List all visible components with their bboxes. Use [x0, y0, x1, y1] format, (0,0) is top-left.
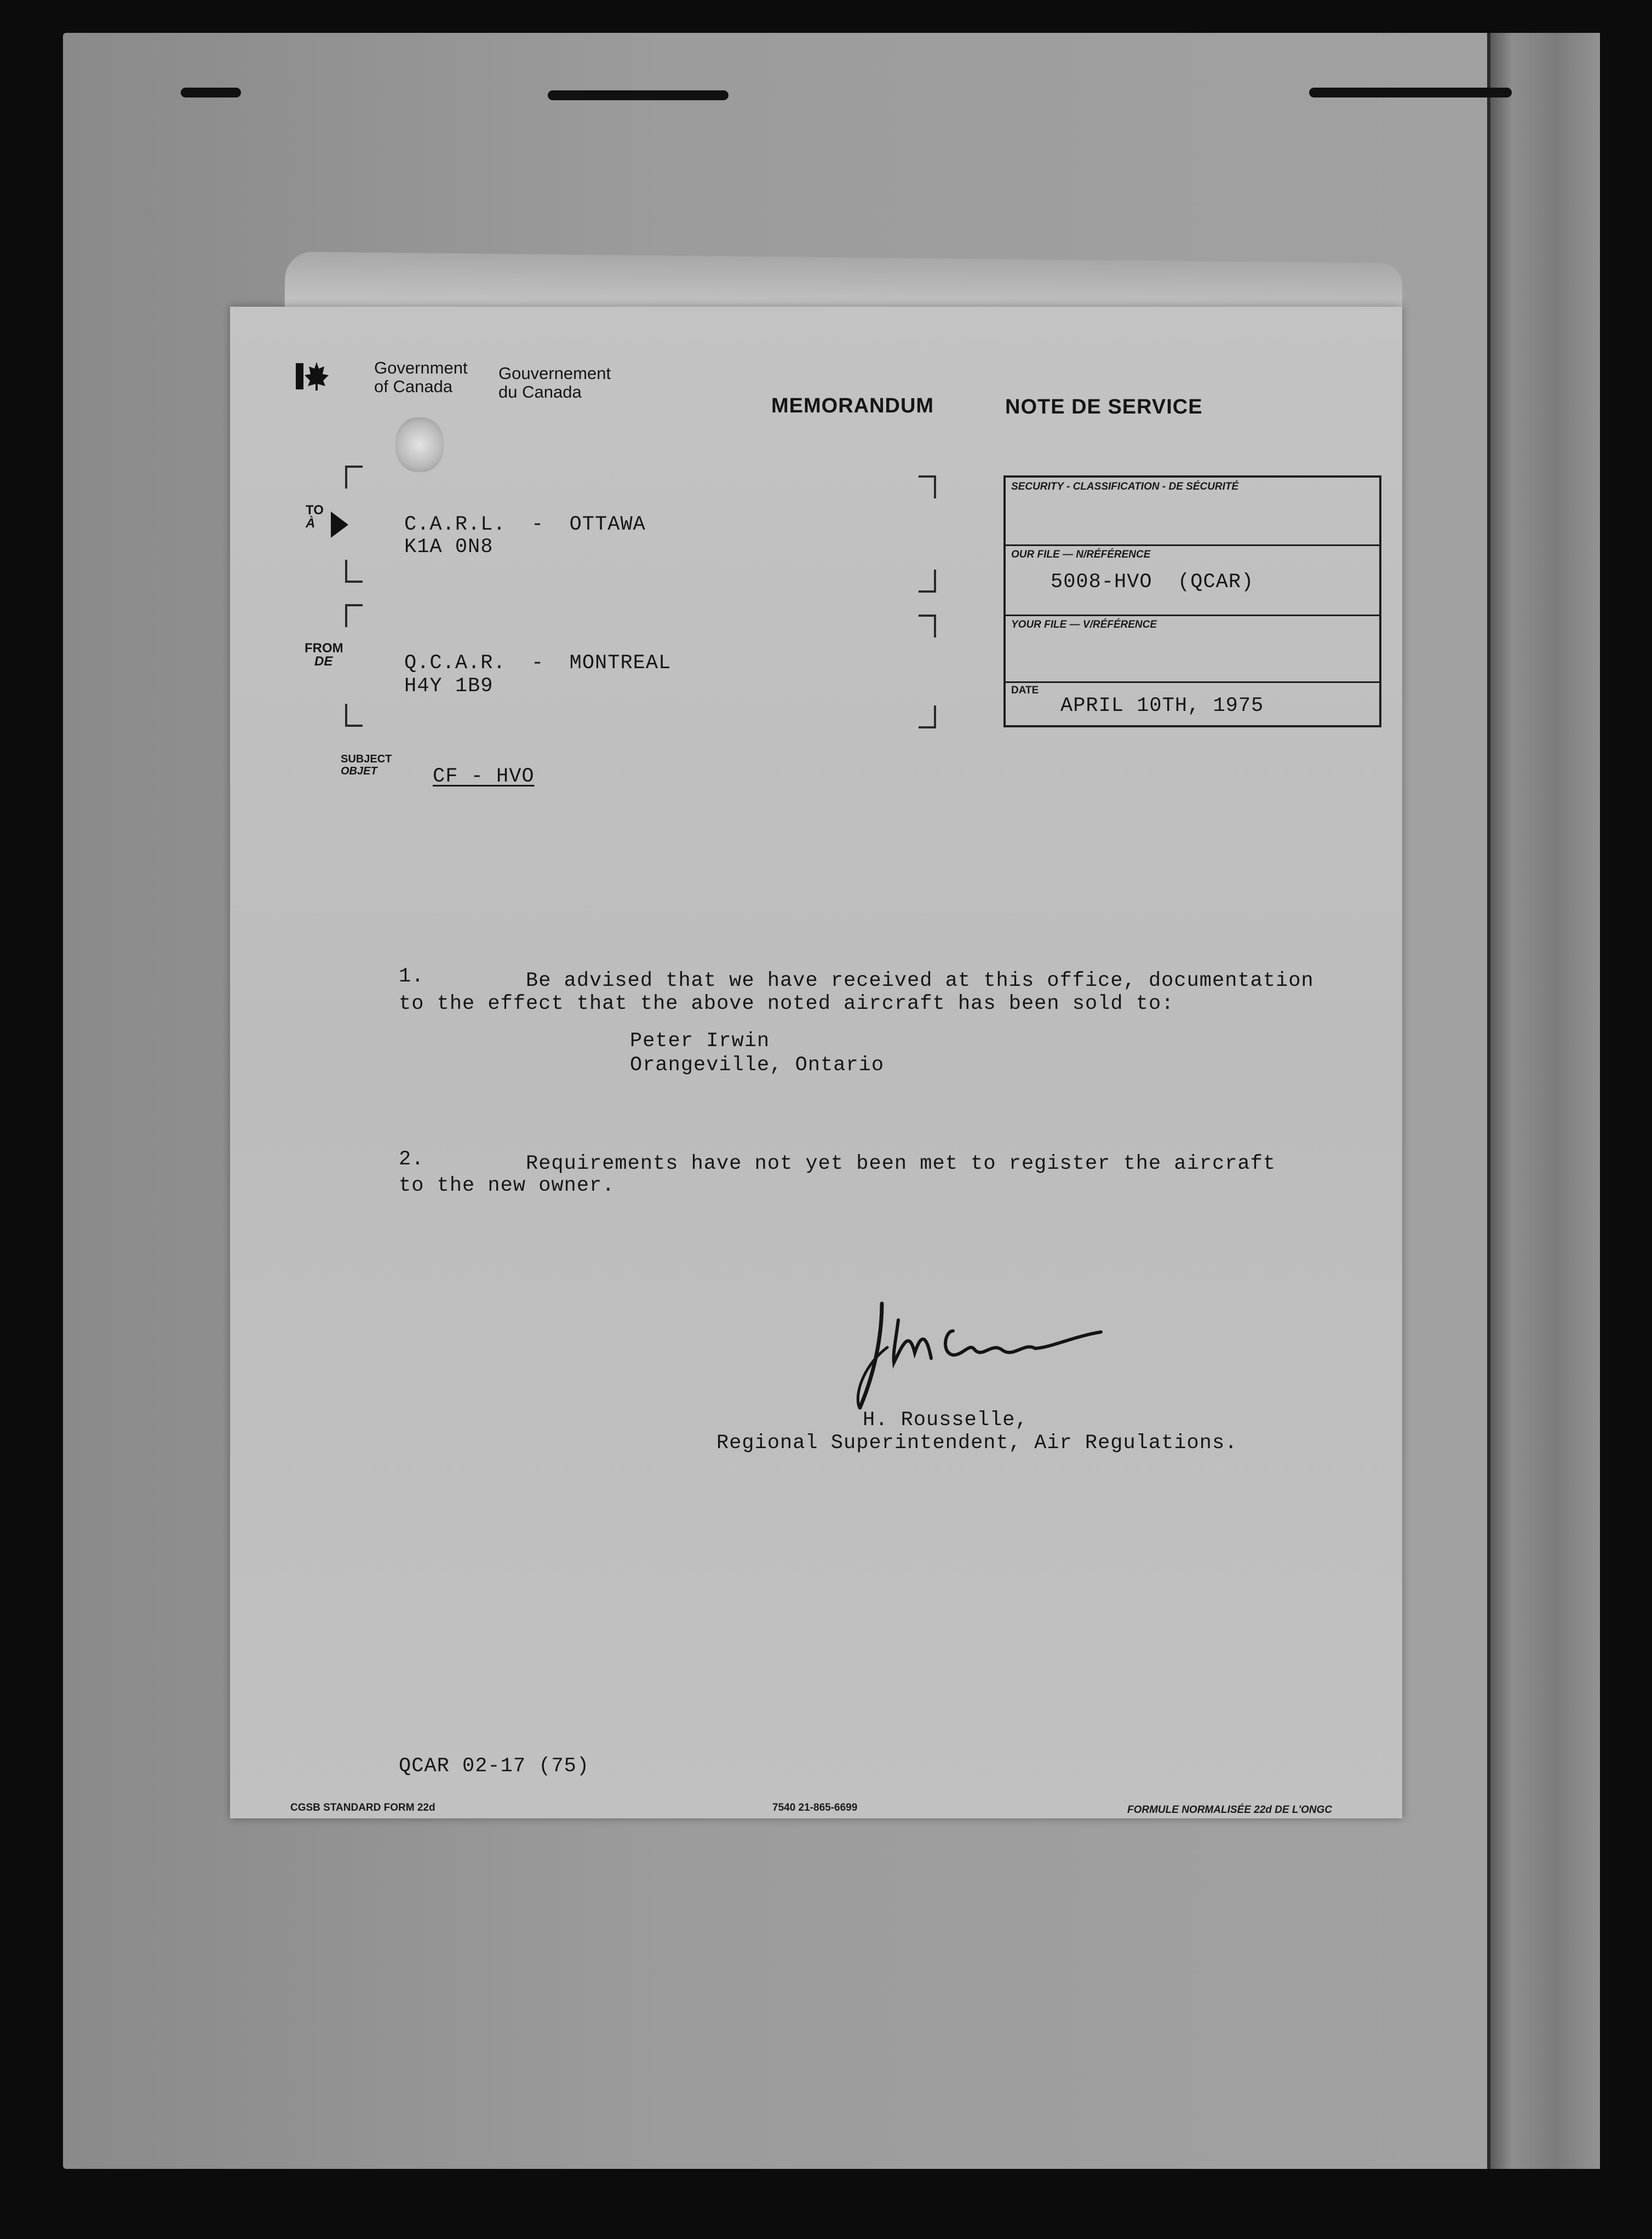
- from-label-en: FROM: [305, 641, 343, 656]
- gov-fr-line1: Gouvernement: [498, 364, 611, 383]
- tape-mark: [181, 88, 241, 97]
- canada-flag-icon: [296, 359, 331, 394]
- paragraph-1-line2: to the effect that the above noted aircraft has been sold to:: [399, 992, 1174, 1015]
- from-label-fr: DE: [314, 654, 333, 669]
- subject-label-fr: OBJET: [341, 765, 377, 777]
- date-value: APRIL 10TH, 1975: [1060, 694, 1264, 717]
- gov-en-line1: Government: [374, 358, 468, 377]
- box-divider: [1006, 615, 1379, 616]
- tape-mark: [1309, 88, 1512, 97]
- subject-value: CF - HVO: [433, 765, 535, 788]
- buyer-name: Peter Irwin: [630, 1030, 770, 1053]
- address-bracket: [345, 466, 363, 489]
- subject-label-en: SUBJECT: [341, 753, 392, 765]
- box-divider: [1006, 681, 1379, 683]
- date-label: DATE: [1011, 685, 1039, 696]
- memo-title-fr: NOTE DE SERVICE: [1005, 395, 1203, 418]
- address-bracket: [919, 705, 936, 728]
- form-code: QCAR 02-17 (75): [399, 1755, 590, 1778]
- punch-hole: [395, 417, 444, 472]
- your-file-label: YOUR FILE — V/RÉFÉRENCE: [1011, 619, 1157, 630]
- to-label-en: TO: [306, 503, 324, 518]
- box-divider: [1006, 544, 1379, 546]
- gov-fr-wordmark: [498, 364, 611, 401]
- arrow-right-icon: [329, 509, 351, 540]
- footer-left: CGSB STANDARD FORM 22d: [290, 1802, 435, 1813]
- footer-center: 7540 21-865-6699: [772, 1802, 858, 1813]
- subject-label: [341, 753, 392, 777]
- our-file-value: 5008-HVO (QCAR): [1051, 571, 1254, 594]
- gov-fr-line2: du Canada: [498, 382, 582, 401]
- address-bracket: [345, 560, 363, 583]
- paragraph-2-line1: Requirements have not yet been met to register the aircraft: [526, 1152, 1276, 1175]
- from-line1: Q.C.A.R. - MONTREAL: [404, 652, 672, 675]
- to-label: [306, 504, 324, 530]
- to-label-fr: À: [306, 516, 316, 531]
- our-file-label: OUR FILE — N/RÉFÉRENCE: [1011, 549, 1151, 560]
- signatory-name: H. Rousselle,: [863, 1409, 1028, 1432]
- address-bracket: [919, 570, 936, 593]
- signatory-title: Regional Superintendent, Air Regulations.: [716, 1432, 1238, 1455]
- address-bracket: [919, 615, 936, 638]
- to-line1: C.A.R.L. - OTTAWA: [404, 513, 646, 536]
- security-label: SECURITY - CLASSIFICATION - DE SÉCURITÉ: [1011, 481, 1239, 492]
- paragraph-1-line1: Be advised that we have received at this office, documentation: [526, 969, 1314, 992]
- gov-en-line2: of Canada: [374, 377, 453, 396]
- to-line2: K1A 0N8: [404, 536, 494, 559]
- from-label: [305, 642, 343, 668]
- address-bracket: [345, 604, 363, 627]
- paragraph-2-line2: to the new owner.: [399, 1174, 615, 1197]
- address-bracket: [919, 475, 936, 498]
- buyer-location: Orangeville, Ontario: [630, 1054, 885, 1077]
- gov-en-wordmark: [374, 359, 468, 396]
- from-line2: H4Y 1B9: [404, 675, 494, 698]
- paragraph-1-number: 1.: [399, 965, 425, 988]
- file-info-box: [1003, 475, 1381, 727]
- paragraph-2-number: 2.: [399, 1148, 425, 1171]
- memo-title-en: MEMORANDUM: [771, 394, 934, 417]
- tape-mark: [548, 90, 729, 100]
- handwritten-signature: [844, 1298, 1106, 1419]
- folder-spine: [1487, 33, 1600, 2169]
- address-bracket: [345, 704, 363, 727]
- footer-right: FORMULE NORMALISÉE 22d DE L'ONGC: [1127, 1804, 1332, 1816]
